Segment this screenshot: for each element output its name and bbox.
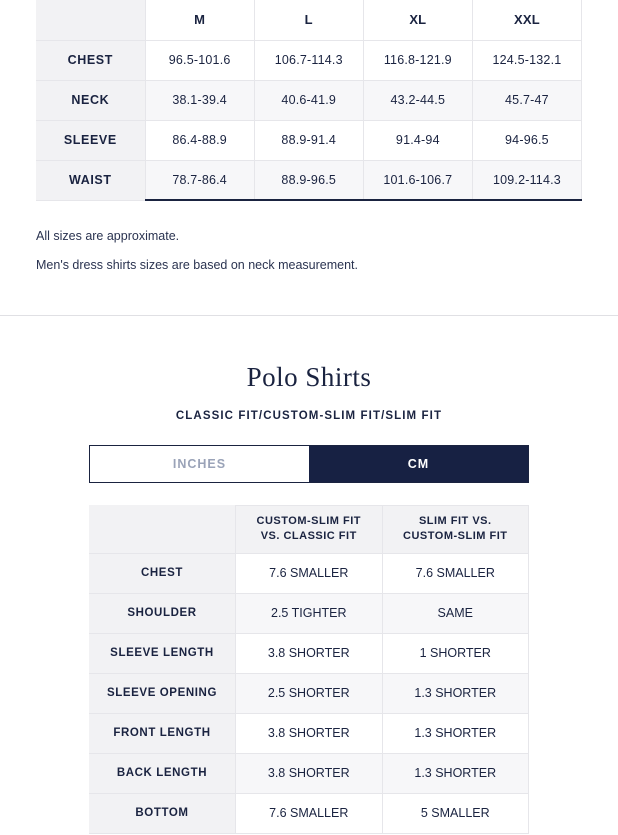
table-row bbox=[89, 713, 529, 753]
size-cell-waist-xxl: 109.2-114.3 bbox=[472, 160, 581, 200]
fit-cell-front-length-col1: 3.8 SHORTER bbox=[236, 713, 383, 753]
size-row-label-chest: CHEST bbox=[36, 40, 145, 80]
size-table-header-row bbox=[36, 0, 582, 40]
fit-cell-chest-col1: 7.6 SMALLER bbox=[236, 553, 383, 593]
fit-row-label-shoulder: SHOULDER bbox=[89, 593, 236, 633]
fit-column-header-custom-slim-vs-classic bbox=[236, 505, 383, 553]
fit-column-header-slim-vs-custom-slim bbox=[382, 505, 529, 553]
table-row bbox=[89, 553, 529, 593]
fit-cell-bottom-col1: 7.6 SMALLER bbox=[236, 793, 383, 833]
fit-cell-shoulder-col1: 2.5 TIGHTER bbox=[236, 593, 383, 633]
unit-toggle[interactable] bbox=[89, 445, 529, 483]
size-cell-waist-m: 78.7-86.4 bbox=[145, 160, 254, 200]
fit-row-label-front-length: FRONT LENGTH bbox=[89, 713, 236, 753]
fit-table-head bbox=[89, 505, 529, 553]
size-cell-neck-xl: 43.2-44.5 bbox=[363, 80, 472, 120]
size-cell-sleeve-xxl: 94-96.5 bbox=[472, 120, 581, 160]
size-cell-waist-xl: 101.6-106.7 bbox=[363, 160, 472, 200]
fit-cell-back-length-col2: 1.3 SHORTER bbox=[382, 753, 529, 793]
fit-comparison-container bbox=[89, 505, 529, 834]
size-table-container bbox=[0, 0, 618, 201]
unit-option-inches[interactable]: INCHES bbox=[90, 446, 309, 482]
table-row bbox=[89, 793, 529, 833]
table-row bbox=[36, 120, 582, 160]
size-cell-chest-xxl: 124.5-132.1 bbox=[472, 40, 581, 80]
size-note-1: All sizes are approximate. bbox=[36, 229, 180, 243]
size-column-header-m: M bbox=[145, 0, 254, 40]
fit-column-header-line-2: CUSTOM-SLIM FIT bbox=[403, 530, 508, 542]
size-note-2: Men's dress shirts sizes are based on neck measurement. bbox=[36, 257, 358, 272]
table-row bbox=[36, 80, 582, 120]
table-row bbox=[89, 593, 529, 633]
size-row-label-waist: WAIST bbox=[36, 160, 145, 200]
fit-row-label-sleeve-opening: SLEEVE OPENING bbox=[89, 673, 236, 713]
page-title: Polo Shirts bbox=[246, 361, 372, 392]
size-cell-neck-l: 40.6-41.9 bbox=[254, 80, 363, 120]
fit-cell-sleeve-length-col2: 1 SHORTER bbox=[382, 633, 529, 673]
size-cell-chest-xl: 116.8-121.9 bbox=[363, 40, 472, 80]
size-column-header-l: L bbox=[254, 0, 363, 40]
size-row-label-sleeve: SLEEVE bbox=[36, 120, 145, 160]
fit-cell-back-length-col1: 3.8 SHORTER bbox=[236, 753, 383, 793]
fit-row-label-bottom: BOTTOM bbox=[89, 793, 236, 833]
fit-cell-sleeve-length-col1: 3.8 SHORTER bbox=[236, 633, 383, 673]
table-row bbox=[89, 753, 529, 793]
size-cell-neck-xxl: 45.7-47 bbox=[472, 80, 581, 120]
size-table-body bbox=[36, 40, 582, 200]
size-column-header-xxl: XXL bbox=[472, 0, 581, 40]
fit-cell-sleeve-opening-col2: 1.3 SHORTER bbox=[382, 673, 529, 713]
size-row-label-neck: NECK bbox=[36, 80, 145, 120]
fit-row-label-chest: CHEST bbox=[89, 553, 236, 593]
size-notes bbox=[0, 227, 618, 275]
table-row bbox=[89, 633, 529, 673]
fit-comparison-table bbox=[89, 505, 529, 834]
size-cell-waist-l: 88.9-96.5 bbox=[254, 160, 363, 200]
size-cell-sleeve-m: 86.4-88.9 bbox=[145, 120, 254, 160]
fit-cell-bottom-col2: 5 SMALLER bbox=[382, 793, 529, 833]
table-row bbox=[89, 673, 529, 713]
size-table-head bbox=[36, 0, 582, 40]
fit-column-header-line-1: CUSTOM-SLIM FIT bbox=[256, 515, 361, 528]
fit-table-body bbox=[89, 553, 529, 833]
size-cell-neck-m: 38.1-39.4 bbox=[145, 80, 254, 120]
size-table-corner-cell bbox=[36, 0, 145, 40]
size-table bbox=[36, 0, 582, 201]
fit-table-header-row bbox=[89, 505, 529, 553]
fit-column-header-line-1: SLIM FIT VS. bbox=[418, 515, 492, 528]
size-column-header-xl: XL bbox=[363, 0, 472, 40]
fit-cell-sleeve-opening-col1: 2.5 SHORTER bbox=[236, 673, 383, 713]
page-subtitle: CLASSIC FIT/CUSTOM-SLIM FIT/SLIM FIT bbox=[175, 409, 443, 422]
fit-table-corner-cell bbox=[89, 505, 236, 553]
size-cell-sleeve-l: 88.9-91.4 bbox=[254, 120, 363, 160]
table-row bbox=[36, 160, 582, 200]
table-row bbox=[36, 40, 582, 80]
fit-row-label-sleeve-length: SLEEVE LENGTH bbox=[89, 633, 236, 673]
fit-row-label-back-length: BACK LENGTH bbox=[89, 753, 236, 793]
size-cell-sleeve-xl: 91.4-94 bbox=[363, 120, 472, 160]
fit-column-header-line-2: VS. CLASSIC FIT bbox=[260, 530, 357, 542]
unit-option-cm[interactable]: CM bbox=[309, 446, 528, 482]
fit-cell-chest-col2: 7.6 SMALLER bbox=[382, 553, 529, 593]
size-cell-chest-l: 106.7-114.3 bbox=[254, 40, 363, 80]
fit-cell-front-length-col2: 1.3 SHORTER bbox=[382, 713, 529, 753]
size-cell-chest-m: 96.5-101.6 bbox=[145, 40, 254, 80]
fit-cell-shoulder-col2: SAME bbox=[382, 593, 529, 633]
section-divider bbox=[0, 315, 618, 316]
